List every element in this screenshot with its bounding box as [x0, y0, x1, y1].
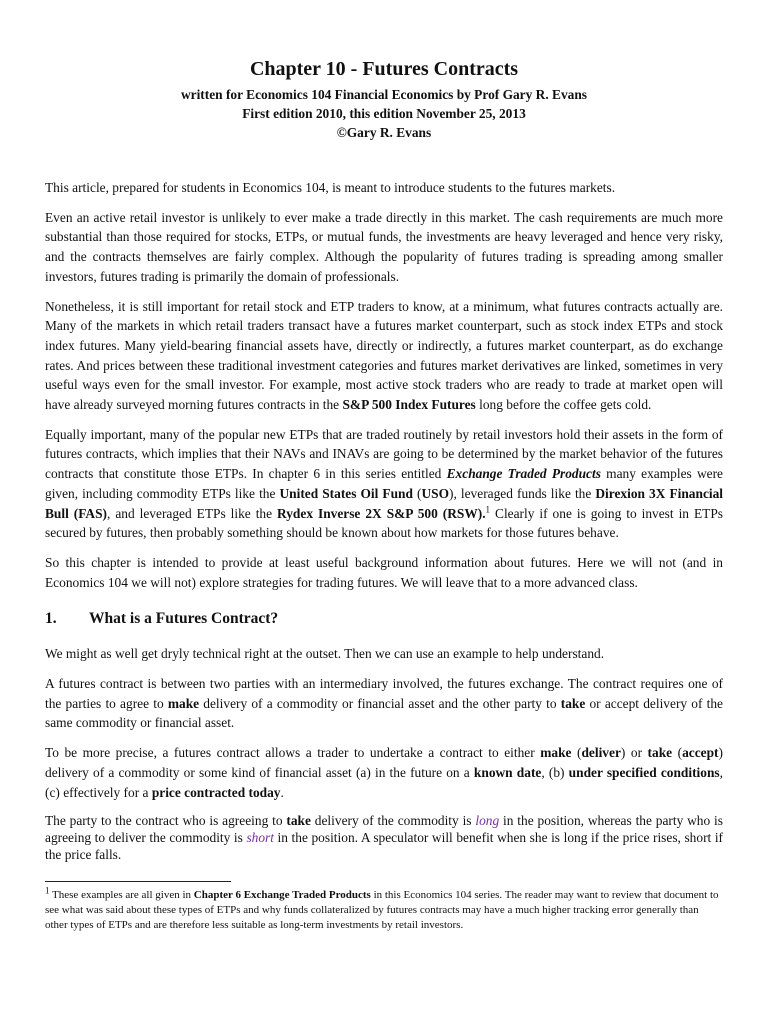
author-line: written for Economics 104 Financial Economics by Prof Gary R. Evans [180, 87, 588, 102]
long-short-paragraph: The party to the contract who is agreeing to take delivery of the commodity is long in the position, whereas the party who is agreeing to deliver the commodity is short in the position. A speculator will benefit when she is long if the price rises, short if the price falls. [45, 813, 724, 863]
short-term: short [246, 830, 274, 846]
footnote-ref[interactable]: 1 [485, 504, 491, 515]
intro-paragraph: This article, prepared for students in Economics 104, is meant to introduce students to the futures markets. [45, 180, 616, 195]
nonetheless-paragraph: Nonetheless, it is still important for retail stock and ETP traders to know, at a minimum, what futures contracts actually are. Many of the markets in which retail traders transact have a futures market counterpart, such as stock index ETPs and stock index futures. Many yield-bearing financial assets have, directly or indirectly, a futures market counterpart, as do exchange rates. And prices between these traditional investment categories and futures market derivatives are linked, sometimes in very useful ways even for the small investor. For example, most active stock traders who are ready to trade at market open will have already surveyed morning futures contracts in the S&P 500 Index Futures long before the coffee gets cold. [45, 298, 723, 413]
etp-paragraph: Equally important, many of the popular new ETPs that are traded routinely by retail investors hold their assets in the form of futures contracts, which implies that their NAVs and INAVs are going to be determined by the market behavior of the futures contracts that constitute those ETPs. In chapter 6 in this series entitled Exchange Traded Products many examples were given, including commodity ETPs like the United States Oil Fund (USO), leveraged funds like the Direxion 3X Financial Bull (FAS), and leveraged ETPs like the Rydex Inverse 2X S&P 500 (RSW).$^1$ Clearly if one is going to invest in ETPs secured by futures, then probably something should be known about how markets for those futures behave. [45, 426, 724, 541]
long-term: long [475, 813, 500, 829]
footnote-divider [45, 881, 231, 882]
uso-term: United States Oil Fund [279, 485, 413, 501]
edition-line: First edition 2010, this edition November 25, 2013 [242, 106, 526, 121]
rsw-term: Rydex Inverse 2X S&P 500 (RSW). [277, 505, 486, 521]
sp500-futures-term: S&P 500 Index Futures [342, 397, 476, 413]
copyright-line: ©Gary R. Evans [336, 125, 432, 140]
section-number: 1. [45, 610, 57, 628]
fas-term: Direxion 3X Financial Bull (FAS) [45, 485, 724, 521]
document-title: Chapter 10 - Futures Contracts [249, 58, 519, 80]
footnote: $^1$ These examples are all given in Chapter 6 Exchange Traded Products in this Economics 104 series. The reader may want to review that document to see what was said about these types of ETPs and why funds collateralized by futures contracts may have a much higher tracking error generally than other types of ETPs and are therefore less suitable as long-term investments by retail investors. [45, 885, 719, 932]
dry-technical-paragraph: We might as well get dryly technical right at the outset. Then we can use an example to help understand. [45, 646, 605, 662]
section-heading [45, 610, 723, 628]
etp-chapter-title: Exchange Traded Products [446, 466, 601, 482]
retail-investor-paragraph: Even an active retail investor is unlikely to ever make a trade directly in this market. The cash requirements are much more substantial than those required for stocks, ETPs, or mutual funds, the investments are heavy leveraged and hence very risky, and the contracts themselves are fairly complex. Although the popularity of futures trading is spreading among smaller investors, futures trading is primarily the domain of professionals. [45, 209, 723, 284]
definition-paragraph: A futures contract is between two parties with an intermediary involved, the futures exchange. The contract requires one of the parties to agree to make delivery of a commodity or financial asset and the other party to take or accept delivery of the same commodity or financial asset. [45, 676, 723, 731]
precise-definition-paragraph: To be more precise, a futures contract allows a trader to undertake a contract to either make (deliver) or take (accept) delivery of a commodity or some kind of financial asset (a) in the future on a known date, (b) under specified conditions, (c) effectively for a price contracted today. [45, 745, 723, 800]
scope-paragraph: So this chapter is intended to provide at least useful background information about futures. Here we will not (and in Economics 104 we will not) explore strategies for trading futures. We will leave that to a more advanced class. [45, 554, 723, 590]
section-title: What is a Futures Contract? [89, 610, 279, 628]
